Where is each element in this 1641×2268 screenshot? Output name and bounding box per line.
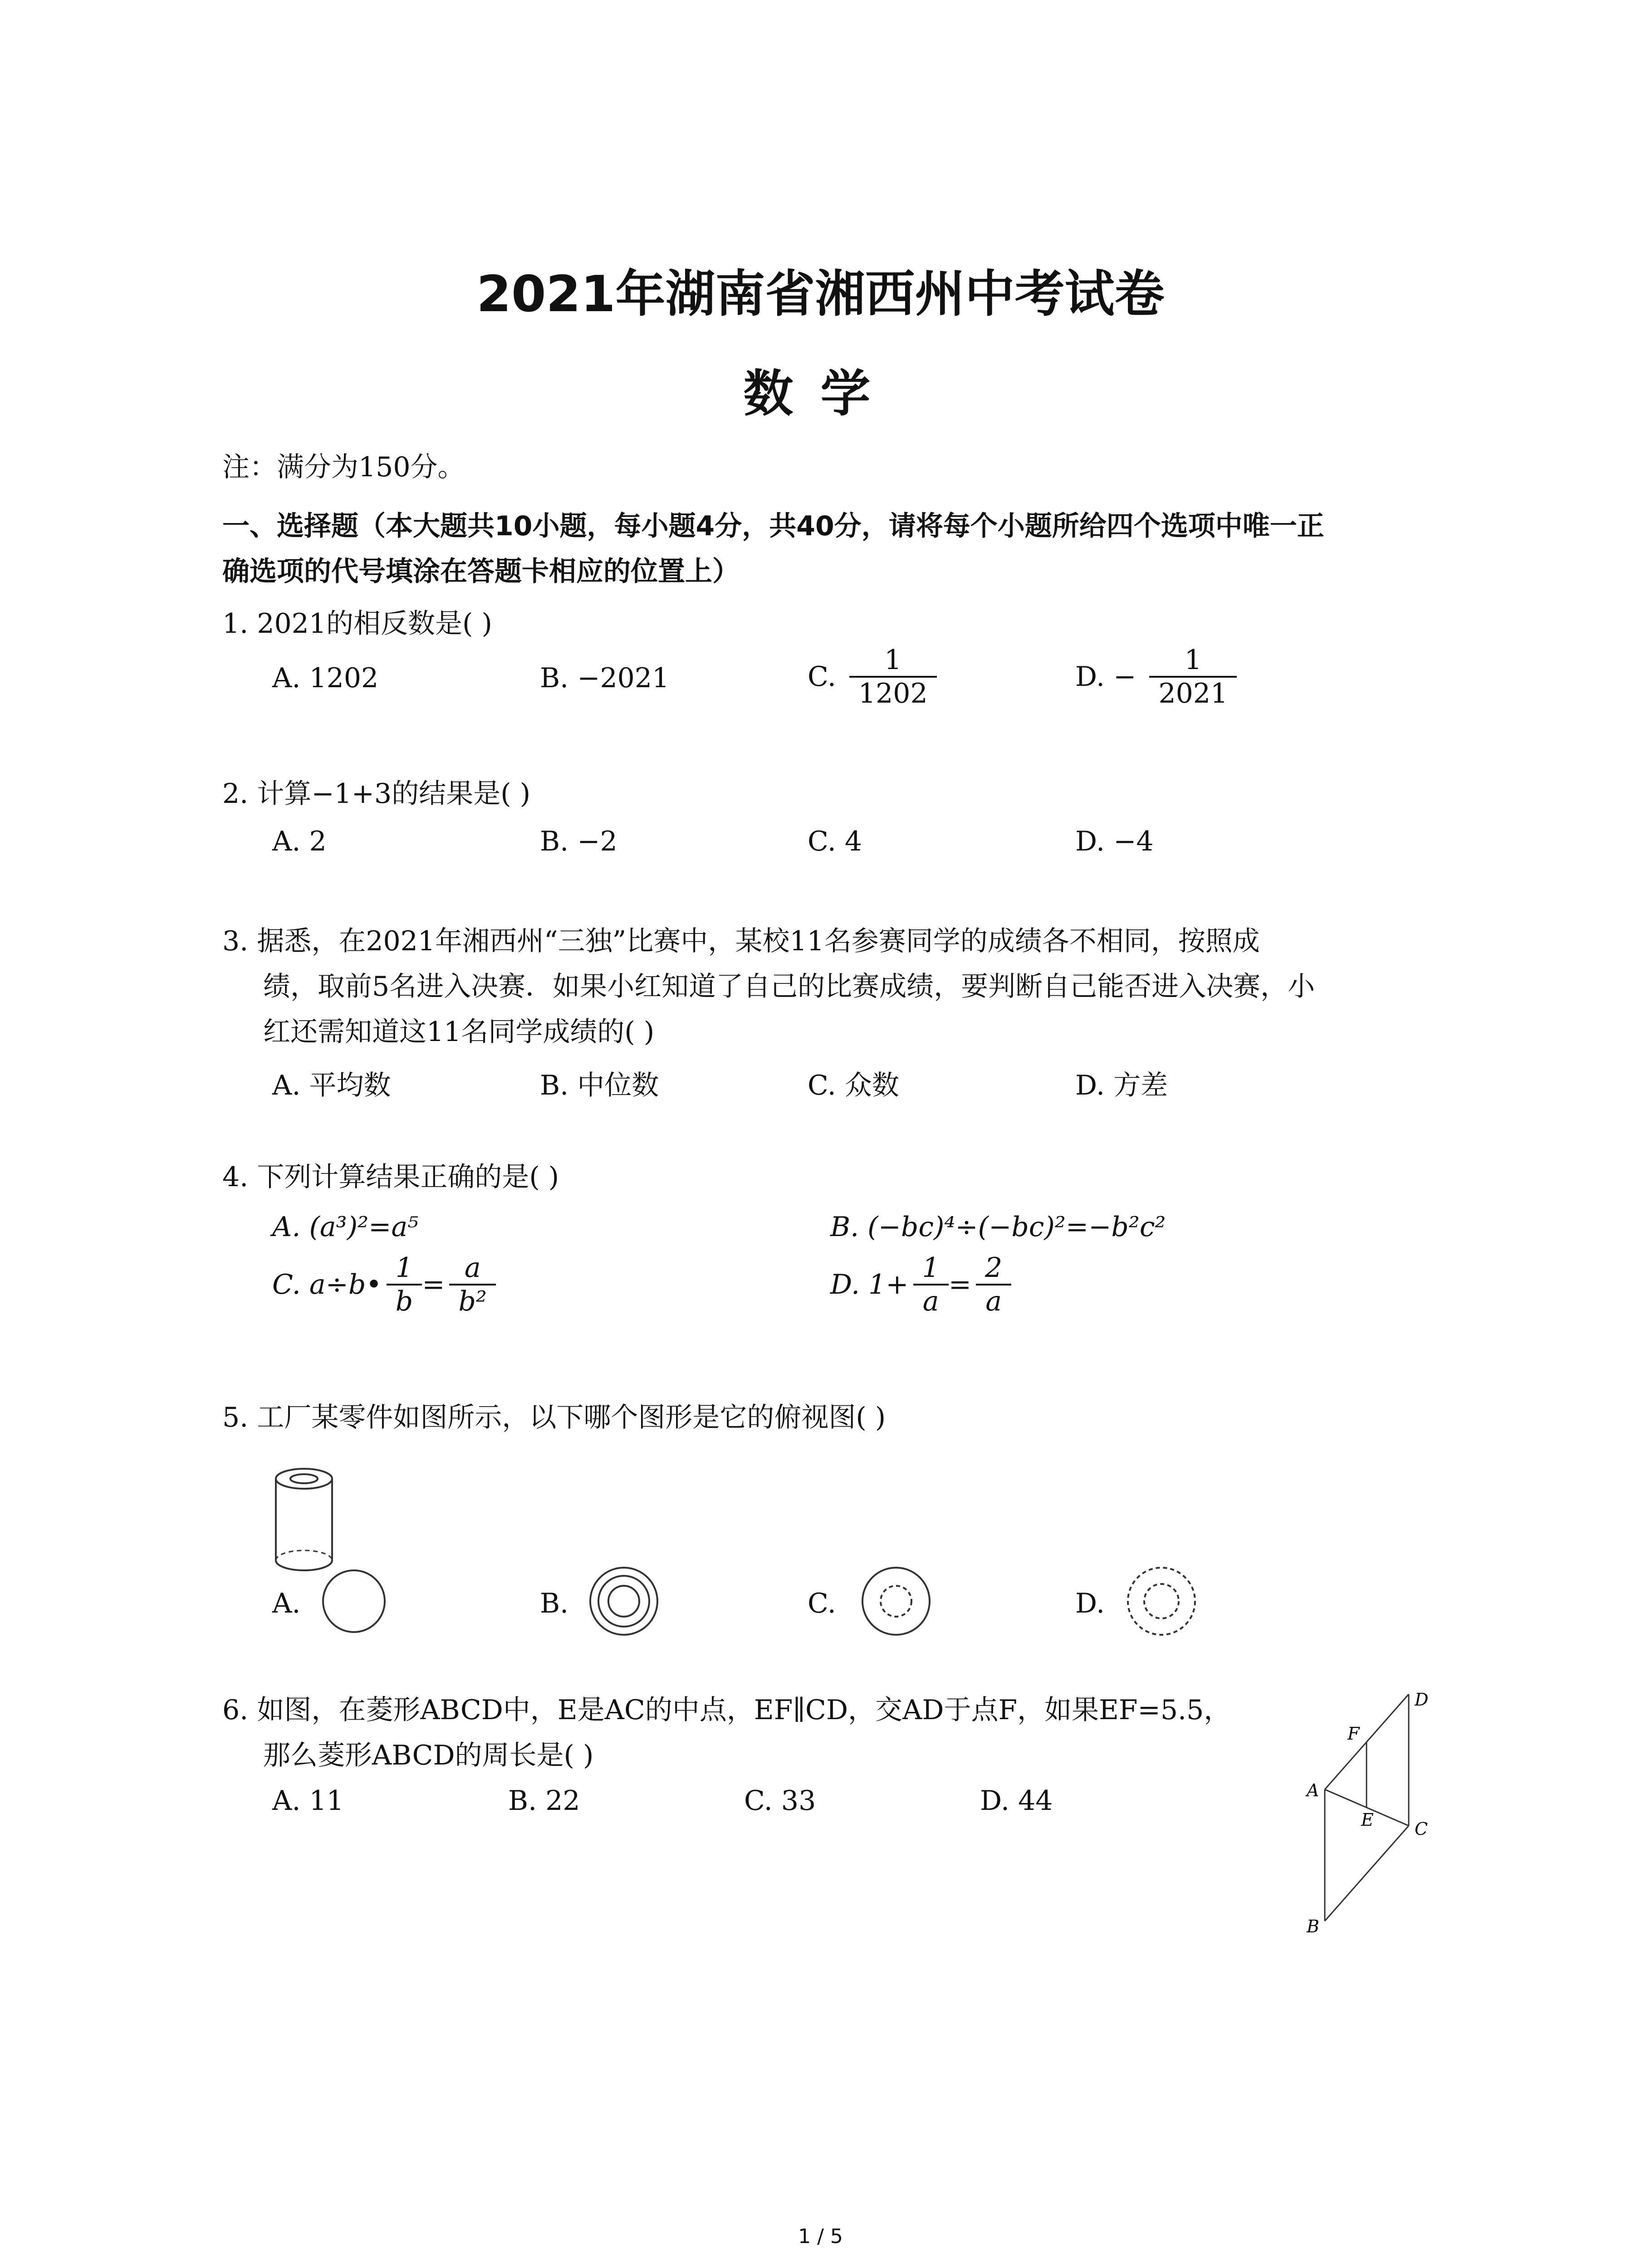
q3-option-c: C. 众数 (808, 1070, 899, 1101)
q4-option-d (830, 1252, 1011, 1317)
q1-d-numerator: 1 (1184, 644, 1202, 676)
q4-c-den1: b (387, 1284, 422, 1317)
q1-c-denominator: 1202 (849, 676, 937, 709)
q2-option-c: C. 4 (808, 826, 862, 857)
q1-option-c-label: C. (808, 661, 836, 693)
vertex-label-b: B (1307, 1916, 1319, 1936)
q5-option-b: B. (540, 1588, 569, 1619)
q1-c-numerator: 1 (884, 644, 902, 676)
q6-stem-line1: 6. 如图，在菱形ABCD中，E是AC的中点，EF∥CD，交AD于点F，如果EF=5.5， (222, 1694, 1231, 1726)
q4-option-b: B. (−bc)⁴÷(−bc)²=−b²c² (830, 1211, 1166, 1243)
q3-option-d: D. 方差 (1075, 1070, 1168, 1101)
q1-option-c-fraction (849, 644, 937, 709)
q4-option-d-label: D. 1+ (830, 1269, 909, 1300)
q5-figure-c-dashed-inner (860, 1565, 932, 1637)
point-label-e: E (1361, 1810, 1374, 1830)
q3-option-b: B. 中位数 (540, 1070, 659, 1101)
q5-option-d: D. (1075, 1588, 1105, 1619)
q5-stem: 5. 工厂某零件如图所示，以下哪个图形是它的俯视图( ) (222, 1402, 886, 1433)
q4-d-den1: a (913, 1284, 949, 1317)
q4-option-a: A. (a³)²=a⁵ (272, 1211, 419, 1243)
section-heading-line2: 确选项的代号填涂在答题卡相应的位置上） (222, 556, 740, 587)
q4-c-fraction-1 (387, 1252, 422, 1317)
rhombus-figure (1293, 1692, 1443, 1937)
q1-stem: 1. 2021的相反数是( ) (222, 608, 492, 640)
q5-figure-d-dashed-rings (1125, 1565, 1198, 1637)
q5-figure-b-rings (588, 1565, 660, 1637)
q1-d-denominator: 2021 (1149, 676, 1237, 709)
q4-c-equals: = (422, 1269, 445, 1300)
q5-figure-a-circle (318, 1565, 390, 1637)
q1-option-d-fraction (1149, 644, 1237, 709)
q4-d-num2: 2 (985, 1252, 1003, 1284)
q4-option-c (272, 1252, 496, 1317)
q4-d-fraction-1 (913, 1252, 949, 1317)
q3-stem-line3: 红还需知道这11名同学成绩的( ) (263, 1016, 655, 1048)
q1-option-d (1075, 644, 1237, 709)
page-title: 2021年湖南省湘西州中考试卷 (476, 265, 1165, 323)
vertex-label-a: A (1307, 1780, 1319, 1800)
q4-c-num1: 1 (395, 1252, 413, 1284)
q1-option-d-label: D. − (1075, 661, 1136, 693)
q1-option-b: B. −2021 (540, 662, 670, 694)
q2-option-d: D. −4 (1075, 826, 1154, 857)
vertex-label-d: D (1415, 1692, 1429, 1710)
q2-stem: 2. 计算−1+3的结果是( ) (222, 778, 531, 810)
cylinder-part-figure (263, 1461, 345, 1579)
q4-d-fraction-2 (976, 1252, 1011, 1317)
q1-option-c (808, 644, 937, 709)
q2-option-a: A. 2 (272, 826, 327, 857)
q6-option-b: B. 22 (508, 1785, 580, 1817)
q5-option-a: A. (272, 1588, 301, 1619)
q2-option-b: B. −2 (540, 826, 617, 857)
point-label-f: F (1347, 1724, 1360, 1744)
q4-stem: 4. 下列计算结果正确的是( ) (222, 1161, 559, 1193)
page-number: 1 / 5 (798, 2225, 843, 2248)
q6-option-d: D. 44 (980, 1785, 1053, 1817)
q4-c-fraction-2 (449, 1252, 495, 1317)
q3-option-a: A. 平均数 (272, 1070, 391, 1101)
q3-stem-line1: 3. 据悉，在2021年湘西州“三独”比赛中，某校11名参赛同学的成绩各不相同，按照成 (222, 925, 1260, 957)
q6-option-a: A. 11 (272, 1785, 344, 1817)
q1-option-a: A. 1202 (272, 662, 379, 694)
q3-stem-line2: 绩，取前5名进入决赛．如果小红知道了自己的比赛成绩，要判断自己能否进入决赛，小 (263, 971, 1315, 1002)
subject-title: 数学 (743, 365, 898, 423)
q4-c-num2: a (464, 1252, 481, 1284)
q4-option-c-label: C. a÷b• (272, 1269, 382, 1300)
q6-option-c: C. 33 (744, 1785, 816, 1817)
q6-stem-line2: 那么菱形ABCD的周长是( ) (263, 1740, 594, 1771)
q4-d-equals: = (948, 1269, 972, 1300)
q4-d-den2: a (976, 1284, 1011, 1317)
score-note: 注：满分为150分。 (222, 451, 465, 483)
vertex-label-c: C (1415, 1819, 1428, 1839)
q4-d-num1: 1 (922, 1252, 940, 1284)
q4-c-den2: b² (449, 1284, 495, 1317)
section-heading-line1: 一、选择题（本大题共10小题，每小题4分，共40分，请将每个小题所给四个选项中唯一正 (222, 510, 1324, 542)
q5-option-c: C. (808, 1588, 836, 1619)
